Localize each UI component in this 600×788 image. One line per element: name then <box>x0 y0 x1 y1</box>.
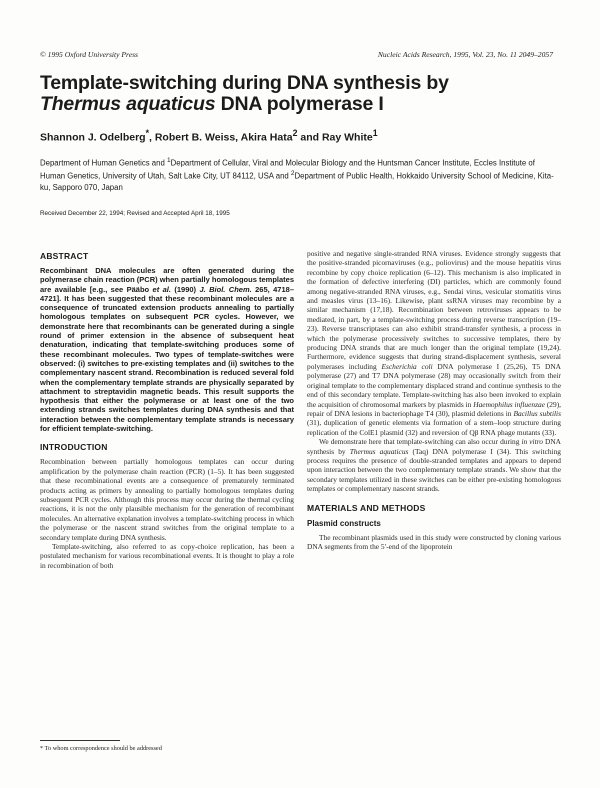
p4-species: Thermus aquaticus <box>349 446 409 456</box>
right-column <box>307 249 561 551</box>
methods-heading: MATERIALS AND METHODS <box>307 502 426 513</box>
affiliation-3: Department of Public Health, Hokkaido University School of Medicine, Kita-ku, Sapporo 070, Japan <box>40 171 554 192</box>
author-1: Shannon J. Odelberg <box>40 131 146 144</box>
p3-part-d: (31), duplication of genetic elements via formation of a stem–loop structure during replication of the ColE1 plasmid (32) and reversion of Qβ RNA phage mutants (33). <box>307 418 561 437</box>
intro-paragraph-2: Template-switching, also referred to as copy-choice replication, has been a postulated mechanism for various recombinational events. It is thought to play a role in recombination of both <box>40 542 294 570</box>
received-dates: Received December 22, 1994; Revised and Accepted April 18, 1995 <box>40 210 230 217</box>
intro-paragraph-3 <box>307 249 561 437</box>
correspondence-footnote: * To whom correspondence should be addressed <box>40 745 162 752</box>
journal-citation: Nucleic Acids Research, 1995, Vol. 23, No. 11 2049–2057 <box>377 50 553 59</box>
p3-part-a: positive and negative single-stranded RNA viruses. Evidence strongly suggests that the positive-stranded picornaviruses (e.g., poliovirus) and the mouse hepatitis virus recombine by copy choice replication (6–12). This mechanism is also implicated in the formation of defective interfering (DI) particles, which are commonly found among negative-stranded RNA viruses, e.g., Sendai virus, vesicular stomatitis virus and measles virus (13–16). Likewise, plant ssRNA viruses may recombine by a similar mechanism (17,18). Recombination between retroviruses appears to be mediated, in part, by a template-switching process during reverse transcription (19–23). Reverse transcriptases can also exhibit strand-transfer synthesis, a process in which the polymerase processively switches to successive templates, there by producing DNA strands that are much longer than the original template (19,24). Furthermore, evidence suggests that during strand-displacement synthesis, several polymerases including <box>307 249 561 371</box>
intro-paragraph-1: Recombination between partially homologous templates can occur during amplification by the polymerase chain reaction (PCR) (1–5). It has been suggested that these recombinational events are a consequence of prematurely terminated products acting as primers by annealing to partially homologous templates during subsequent PCR cycles. Although this process may occur during the thermal cycling reactions, it is not the only plausible mechanism for the generation of recombinant molecules. An alternative explanation involves a template-switching process in which the polymerase or the nascent strand switches from the original template to a secondary template during DNA synthesis. <box>40 457 294 542</box>
author-list <box>40 128 378 144</box>
author-3-mark: 2 <box>292 128 298 138</box>
plasmid-constructs-heading: Plasmid constructs <box>307 518 381 528</box>
author-1-mark: * <box>145 128 150 138</box>
abstract-journal: J. Biol. Chem. <box>199 284 252 294</box>
abstract-part-2: (1990) <box>170 284 200 294</box>
abstract-text <box>40 266 294 433</box>
left-column <box>40 251 294 570</box>
title-species: Thermus aquaticus <box>40 93 216 115</box>
p4-in-vitro: in vitro <box>521 437 543 447</box>
p3-species-1: Escherichia coli <box>381 361 433 371</box>
title-line-1: Template-switching during DNA synthesis by <box>40 72 449 94</box>
intro-paragraph-4 <box>307 437 561 493</box>
author-2-3: , Robert B. Weiss, Akira Hata <box>149 131 293 144</box>
title-line-2 <box>40 94 560 115</box>
affiliation-1: Department of Human Genetics and <box>40 158 167 168</box>
affiliations <box>40 156 560 194</box>
p3-part-b: DNA polymerase I (25,26), T5 DNA polymerase (27) and T7 DNA polymerase (28) may occasionally switch from their original template to the complementary displaced strand and continue synthesis to the end of this secondary template. Template-switching has also been invoked to explain the acquisition of chromosomal markers by plasmids in <box>307 361 562 409</box>
abstract-heading: ABSTRACT <box>40 251 89 261</box>
affiliation-mark-2: 2 <box>290 170 295 178</box>
author-4: and Ray White <box>297 131 373 144</box>
introduction-heading: INTRODUCTION <box>40 442 108 453</box>
p3-species-2: Haemophilus influenzae <box>473 399 545 409</box>
p3-species-3: Bacillus subtilis <box>513 408 561 418</box>
journal-copyright: © 1995 Oxford University Press <box>40 50 139 59</box>
title-rest: DNA polymerase I <box>215 93 384 115</box>
affiliation-2: Department of Cellular, Viral and Molecular Biology and the Huntsman Cancer Institute, Eccles Institute of Human Genetics, University of Utah, Salt Lake City, UT 84112, USA and <box>40 158 535 181</box>
methods-paragraph-1: The recombinant plasmids used in this study were constructed by cloning various DNA segments from the 5′-end of the lipoprotein <box>307 532 561 551</box>
p3-part-c: (29), repair of DNA lesions in bacteriophage T4 (30), plasmid deletions in <box>307 399 562 418</box>
p4-part-a: We demonstrate here that template-switching can also occur during <box>319 437 522 447</box>
abstract-part-3: 265, 4718–4721]. It has been suggested that these recombinant molecules are a consequence of truncated extension products annealing to partially homologous templates on subsequent PCR cycles. However, we demonstrate here that recombinants can be generated during a single round of primer extension in the absence of subsequent heat denaturation, indicating that template-switching produces some of these recombinant molecules. Two types of template-switches were observed: (i) switches to pre-existing templates and (ii) switches to the complementary nascent strand. Recombination is reduced several fold when the complementary template strands are physically separated by attachment to streptavidin magnetic beads. This result supports the hypothesis that either the polymerase or at least one of the two extending strands switches templates during DNA synthesis and that interaction between the complementary template strands is necessary for efficient template-switching. <box>40 284 294 434</box>
paper-title <box>40 73 560 115</box>
abstract-etal: et al. <box>152 284 171 294</box>
footnote-rule <box>40 740 120 741</box>
abstract-part-1: Recombinant DNA molecules are often generated during the polymerase chain reaction (PCR) when partially homologous templates are available [e.g., see Pääbo <box>40 266 294 294</box>
affiliation-mark-1: 1 <box>166 157 171 164</box>
p4-part-b: DNA synthesis by <box>307 437 561 456</box>
p4-part-c: (Taq) DNA polymerase I (34). This switching process requires the presence of double-stranded templates and appears to depend upon interaction between the two complementary template strands. We show that the secondary templates utilized in these switches can be either pre-existing homologous templates or complementary nascent strands. <box>307 446 562 494</box>
author-4-mark: 1 <box>372 128 378 138</box>
